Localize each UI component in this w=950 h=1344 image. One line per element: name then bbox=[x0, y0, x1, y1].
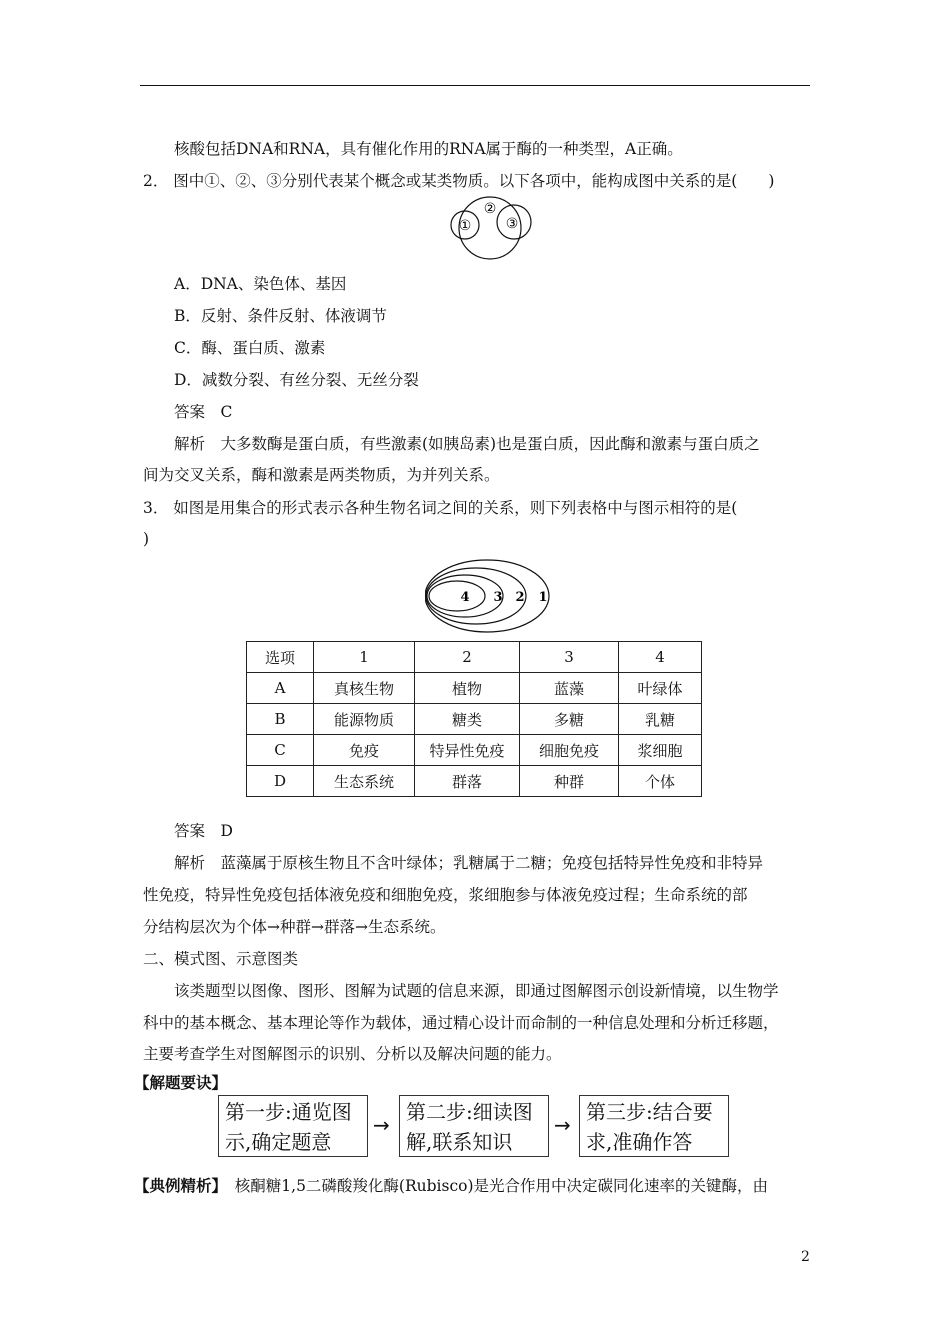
table-cell: 特异性免疫 bbox=[415, 735, 520, 766]
table-cell: 细胞免疫 bbox=[520, 735, 619, 766]
arrow-icon: → bbox=[373, 1113, 390, 1137]
explanation-q3-line2: 性免疫，特异性免疫包括体液免疫和细胞免疫，浆细胞参与体液免疫过程；生命系统的部 bbox=[143, 886, 748, 904]
step-2-line2: 解,联系知识 bbox=[406, 1130, 513, 1154]
table-cell: 糖类 bbox=[415, 704, 520, 735]
table-header-row bbox=[247, 642, 702, 673]
table-cell: 多糖 bbox=[520, 704, 619, 735]
option-b: B．反射、条件反射、体液调节 bbox=[174, 307, 387, 325]
table-cell: 植物 bbox=[415, 673, 520, 704]
answer-q3: 答案 D bbox=[174, 822, 233, 840]
explanation-q2-line1: 解析 大多数酶是蛋白质，有些激素(如胰岛素)也是蛋白质，因此酶和激素与蛋白质之 bbox=[174, 435, 760, 453]
ellipse-4 bbox=[429, 581, 485, 611]
label-2: ② bbox=[483, 201, 497, 217]
paragraph-line2: 科中的基本概念、基本理论等作为载体，通过精心设计而命制的一种信息处理和分析迁移题， bbox=[143, 1014, 779, 1032]
steps-flow bbox=[218, 1095, 738, 1159]
table-cell: A bbox=[247, 673, 314, 704]
table-cell: 真核生物 bbox=[314, 673, 415, 704]
step-1-line2: 示,确定题意 bbox=[225, 1130, 332, 1154]
header-cell: 3 bbox=[520, 642, 619, 673]
step-box-2 bbox=[399, 1095, 549, 1157]
table-cell: 浆细胞 bbox=[619, 735, 702, 766]
table-row bbox=[247, 704, 702, 735]
answer-q2: 答案 C bbox=[174, 403, 233, 421]
header-cell: 2 bbox=[415, 642, 520, 673]
ellipse-1 bbox=[425, 560, 549, 632]
section-heading: 二、模式图、示意图类 bbox=[143, 950, 299, 968]
paragraph-line3: 主要考查学生对图解图示的识别、分析以及解决问题的能力。 bbox=[143, 1045, 562, 1063]
header-cell: 选项 bbox=[247, 642, 314, 673]
header-cell: 1 bbox=[314, 642, 415, 673]
table-cell: 种群 bbox=[520, 766, 619, 797]
header-cell: 4 bbox=[619, 642, 702, 673]
question-2: 2． 图中①、②、③分别代表某个概念或某类物质。以下各项中，能构成图中关系的是( ) bbox=[143, 172, 775, 190]
table-cell: 乳糖 bbox=[619, 704, 702, 735]
tip-label: 【解题要诀】 bbox=[134, 1073, 228, 1092]
table-cell: 免疫 bbox=[314, 735, 415, 766]
question-3-line1: 3． 如图是用集合的形式表示各种生物名词之间的关系，则下列表格中与图示相符的是( bbox=[143, 499, 738, 517]
table-cell: 生态系统 bbox=[314, 766, 415, 797]
explanation-q3-line1: 解析 蓝藻属于原核生物且不含叶绿体；乳糖属于二糖；免疫包括特异性免疫和非特异 bbox=[174, 854, 764, 872]
page-number: 2 bbox=[801, 1249, 810, 1265]
table-cell: 蓝藻 bbox=[520, 673, 619, 704]
step-1-line1: 第一步:通览图 bbox=[225, 1100, 352, 1124]
step-3-line1: 第三步:结合要 bbox=[586, 1100, 713, 1124]
options-table bbox=[246, 641, 702, 797]
label-3: ③ bbox=[505, 216, 519, 232]
table-cell: 群落 bbox=[415, 766, 520, 797]
table-cell: D bbox=[247, 766, 314, 797]
step-2-line1: 第二步:细读图 bbox=[406, 1100, 533, 1124]
venn-diagram-q2 bbox=[440, 195, 550, 261]
option-d: D．减数分裂、有丝分裂、无丝分裂 bbox=[174, 371, 419, 389]
step-box-1 bbox=[218, 1095, 368, 1157]
header-rule bbox=[140, 85, 810, 86]
nested-sets-diagram bbox=[425, 558, 560, 635]
paragraph-line1: 该类题型以图像、图形、图解为试题的信息来源，即通过图解图示创设新情境，以生物学 bbox=[174, 982, 779, 1000]
table-cell: C bbox=[247, 735, 314, 766]
example-text: 核酮糖1,5二磷酸羧化酶(Rubisco)是光合作用中决定碳同化速率的关键酶，由 bbox=[234, 1177, 769, 1195]
label-1: 1 bbox=[538, 590, 548, 605]
example-label: 【典例精析】 bbox=[134, 1176, 220, 1195]
label-3: 3 bbox=[493, 590, 503, 605]
arrow-icon: → bbox=[554, 1113, 571, 1137]
table-row bbox=[247, 766, 702, 797]
table-cell: 能源物质 bbox=[314, 704, 415, 735]
question-3-line2: ) bbox=[143, 530, 150, 548]
label-2: 2 bbox=[515, 590, 525, 605]
label-4: 4 bbox=[460, 590, 470, 605]
example-line bbox=[134, 1175, 768, 1197]
explanation-q3-line3: 分结构层次为个体→种群→群落→生态系统。 bbox=[143, 918, 446, 936]
label-1: ① bbox=[458, 218, 472, 234]
step-box-3 bbox=[579, 1095, 729, 1157]
table-cell: 叶绿体 bbox=[619, 673, 702, 704]
table-row bbox=[247, 735, 702, 766]
option-a: A．DNA、染色体、基因 bbox=[174, 275, 347, 293]
step-3-line2: 求,准确作答 bbox=[586, 1130, 693, 1154]
text-line: 核酸包括DNA和RNA，具有催化作用的RNA属于酶的一种类型，A正确。 bbox=[174, 140, 683, 158]
option-c: C．酶、蛋白质、激素 bbox=[174, 339, 326, 357]
table-cell: B bbox=[247, 704, 314, 735]
table-cell: 个体 bbox=[619, 766, 702, 797]
explanation-q2-line2: 间为交叉关系，酶和激素是两类物质，为并列关系。 bbox=[143, 466, 500, 484]
table-row bbox=[247, 673, 702, 704]
